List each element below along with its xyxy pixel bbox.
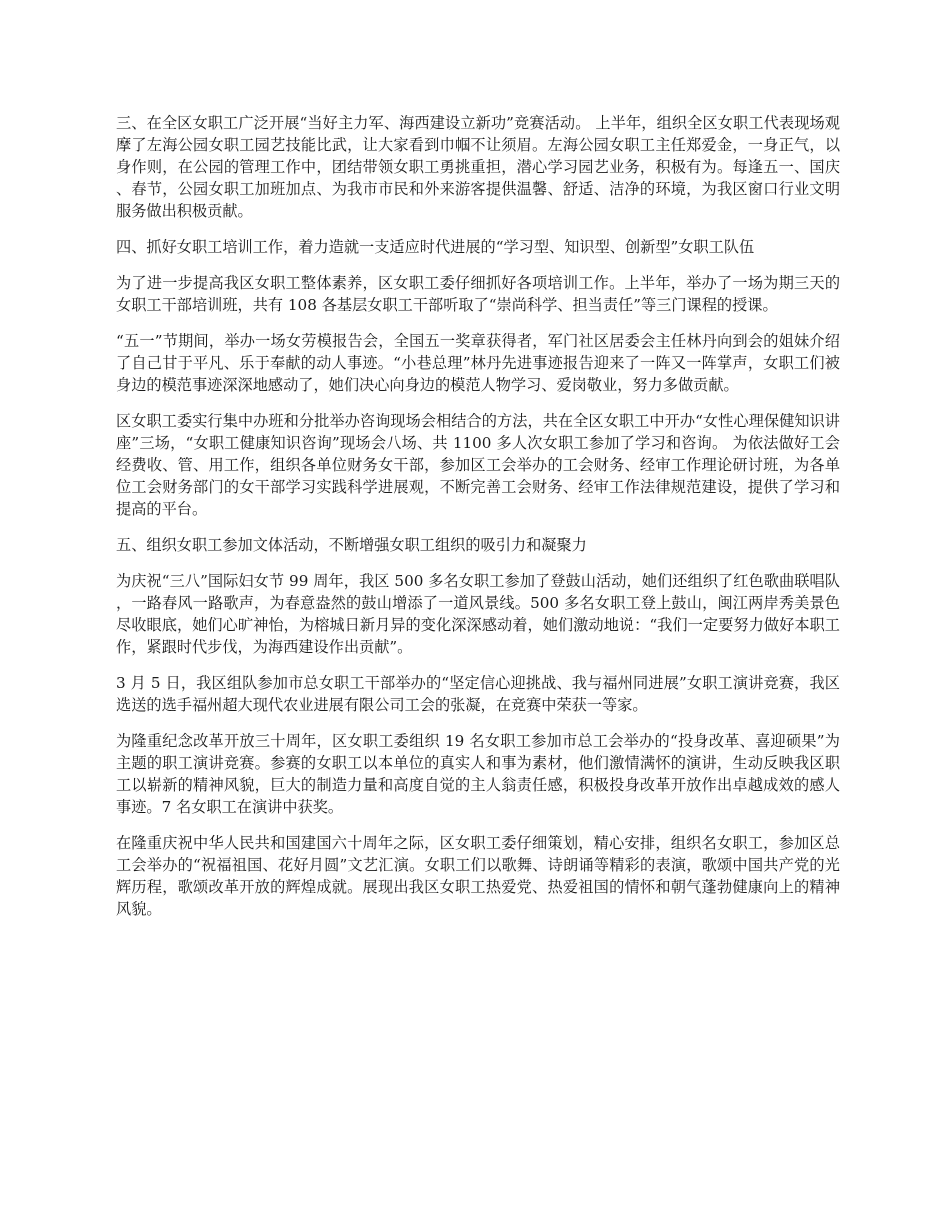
heading-section-four: 四、抓好女职工培训工作，着力造就一支适应时代进展的“学习型、知识型、创新型”女职工队伍 (116, 238, 755, 256)
paragraph-may-day-report: “五一”节期间，举办一场女劳模报告会，全国五一奖章获得者，军门社区居委会主任林丹向到会的姐妹介绍了自己甘于平凡、乐于奉献的动人事迹。“小巷总理”林丹先进事迹报告迎来了一阵又一阵掌声，女职工们被身边的模范事迹深深地感动了，她们决心向身边的模范人物学习、爱岗敬业，努力多做贡献。 (116, 332, 840, 394)
paragraph-section-three: 三、在全区女职工广泛开展“当好主力军、海西建设立新功”竞赛活动。 上半年，组织全区女职工代表现场观摩了左海公园女职工园艺技能比武，让大家看到巾帼不让须眉。左海公园女职工主任郑爱金，一身正气，以身作则，在公园的管理工作中，团结带领女职工勇挑重担，潜心学习园艺业务，积极有为。每逢五一、国庆、春节，公园女职工加班加点、为我市市民和外来游客提供温馨、舒适、洁净的环境，为我区窗口行业文明服务做出积极贡献。 (116, 114, 840, 220)
paragraph-reform-anniversary: 为隆重纪念改革开放三十周年，区女职工委组织 19 名女职工参加市总工会举办的“投身改革、喜迎硕果”为主题的职工演讲竞赛。参赛的女职工以本单位的真实人和事为素材，他们激情满怀的演讲，生动反映我区职工以崭新的精神风貌，巨大的制造力量和高度自觉的主人翁责任感，积极投身改革开放作出卓越成效的感人事迹。7 名女职工在演讲中获奖。 (116, 732, 840, 816)
paragraph-womens-day: 为庆祝“三八”国际妇女节 99 周年，我区 500 多名女职工参加了登鼓山活动，她们还组织了红色歌曲联唱队，一路春风一路歌声，为春意盎然的鼓山增添了一道风景线。500 多名女职工登上鼓山，闽江两岸秀美景色尽收眼底，她们心旷神怡，为榕城日新月异的变化深深感动着，她们激动地说：“我们一定要努力做好本职工作，紧跟时代步伐，为海西建设作出贡献”。 (116, 572, 840, 656)
paragraph-consulting: 区女职工委实行集中办班和分批举办咨询现场会相结合的方法，共在全区女职工中开办“女性心理保健知识讲座”三场，“女职工健康知识咨询”现场会八场、共 1100 多人次女职工参加了学习和咨询。 为依法做好工会经费收、管、用工作，组织各单位财务女干部，参加区工会举办的工会财务、经审工作理论研讨班，为各单位工会财务部门的女干部学习实践科学进展观，不断完善工会财务、经审工作法律规范建设，提供了学习和提高的平台。 (116, 412, 840, 518)
heading-section-five: 五、组织女职工参加文体活动，不断增强女职工组织的吸引力和凝聚力 (116, 536, 587, 554)
paragraph-national-day: 在隆重庆祝中华人民共和国建国六十周年之际，区女职工委仔细策划，精心安排，组织名女职工，参加区总工会举办的“祝福祖国、花好月圆”文艺汇演。女职工们以歌舞、诗朗诵等精彩的表演，歌颂中国共产党的光辉历程，歌颂改革开放的辉煌成就。展现出我区女职工热爱党、热爱祖国的情怀和朝气蓬勃健康向上的精神风貌。 (116, 834, 840, 918)
paragraph-training: 为了进一步提高我区女职工整体素养，区女职工委仔细抓好各项培训工作。上半年，举办了一场为期三天的女职工干部培训班，共有 108 各基层女职工干部听取了“崇尚科学、担当责任”等三门课程的授课。 (116, 274, 840, 314)
paragraph-speech-contest: 3 月 5 日，我区组队参加市总女职工干部举办的“坚定信心迎挑战、我与福州同进展”女职工演讲竞赛，我区选送的选手福州超大现代农业进展有限公司工会的张凝，在竞赛中荣获一等家。 (116, 674, 840, 714)
document-page (116, 112, 840, 934)
